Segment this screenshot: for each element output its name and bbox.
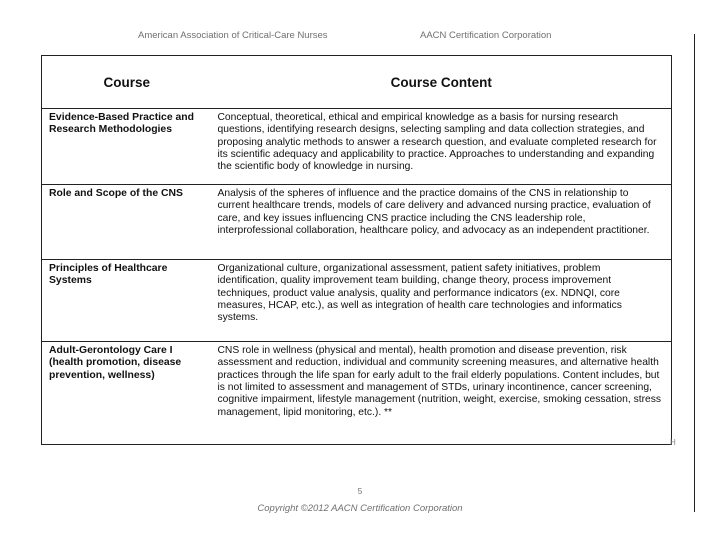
course-content-cell: Organizational culture, organizational assessment, patient safety initiatives, problem identification, quality improvement team building, change theory, process improvement techniques, product value analysis, quality and performance indicators (ex. NDNQI, core measures, HCAP, etc.), as well as integration of health care technologies and informatics systems. xyxy=(212,260,672,342)
column-header-course-content: Course Content xyxy=(212,56,672,109)
column-header-course: Course xyxy=(42,56,212,109)
course-content-cell: CNS role in wellness (physical and mental), health promotion and disease prevention, risk assessment and reduction, individual and community screening measures, and alternative health practices through the life span for early adult to the frail elderly populations. Content includes, but is not limited to assessment and management of STDs, urinary incontinence, cancer screening, cognitive impairment, lifestyle management (nutrition, weight, exercise, smoking cessation, stress management, lipid monitoring, etc.). ** xyxy=(212,342,672,445)
table-row xyxy=(42,185,672,260)
corner-mark: H xyxy=(670,438,676,447)
table-header-row xyxy=(42,56,672,109)
course-name-cell: Role and Scope of the CNS xyxy=(42,185,212,260)
page-number: 5 xyxy=(357,487,363,496)
course-name-cell: Evidence-Based Practice and Research Methodologies xyxy=(42,109,212,185)
course-content-cell: Conceptual, theoretical, ethical and empirical knowledge as a basis for nursing research questions, identifying research designs, selecting sampling and data collection strategies, and proposing analytic methods to answer a research question, and evaluate completed research for its scientific adequacy and applicability to practice. Approaches to understanding and expanding the scientific body of knowledge in nursing. xyxy=(212,109,672,185)
course-table xyxy=(41,55,672,445)
copyright-footer: Copyright ©2012 AACN Certification Corporation xyxy=(257,503,463,514)
course-name-cell: Adult-Gerontology Care I (health promotion, disease prevention, wellness) xyxy=(42,342,212,445)
course-name-cell: Principles of Healthcare Systems xyxy=(42,260,212,342)
page-header xyxy=(0,30,720,44)
course-content-cell: Analysis of the spheres of influence and the practice domains of the CNS in relationship to current healthcare trends, models of care delivery and advanced nursing practice, evaluation of care, and key issues influencing CNS practice including the CNS leadership role, interprofessional collaboration, healthcare policy, and advocacy as an independent practitioner. xyxy=(212,185,672,260)
table-row xyxy=(42,109,672,185)
right-margin-rule xyxy=(694,34,695,512)
table-row xyxy=(42,342,672,445)
table-row xyxy=(42,260,672,342)
header-organization: American Association of Critical-Care Nurses xyxy=(138,30,328,41)
header-certification-corp: AACN Certification Corporation xyxy=(420,30,552,41)
